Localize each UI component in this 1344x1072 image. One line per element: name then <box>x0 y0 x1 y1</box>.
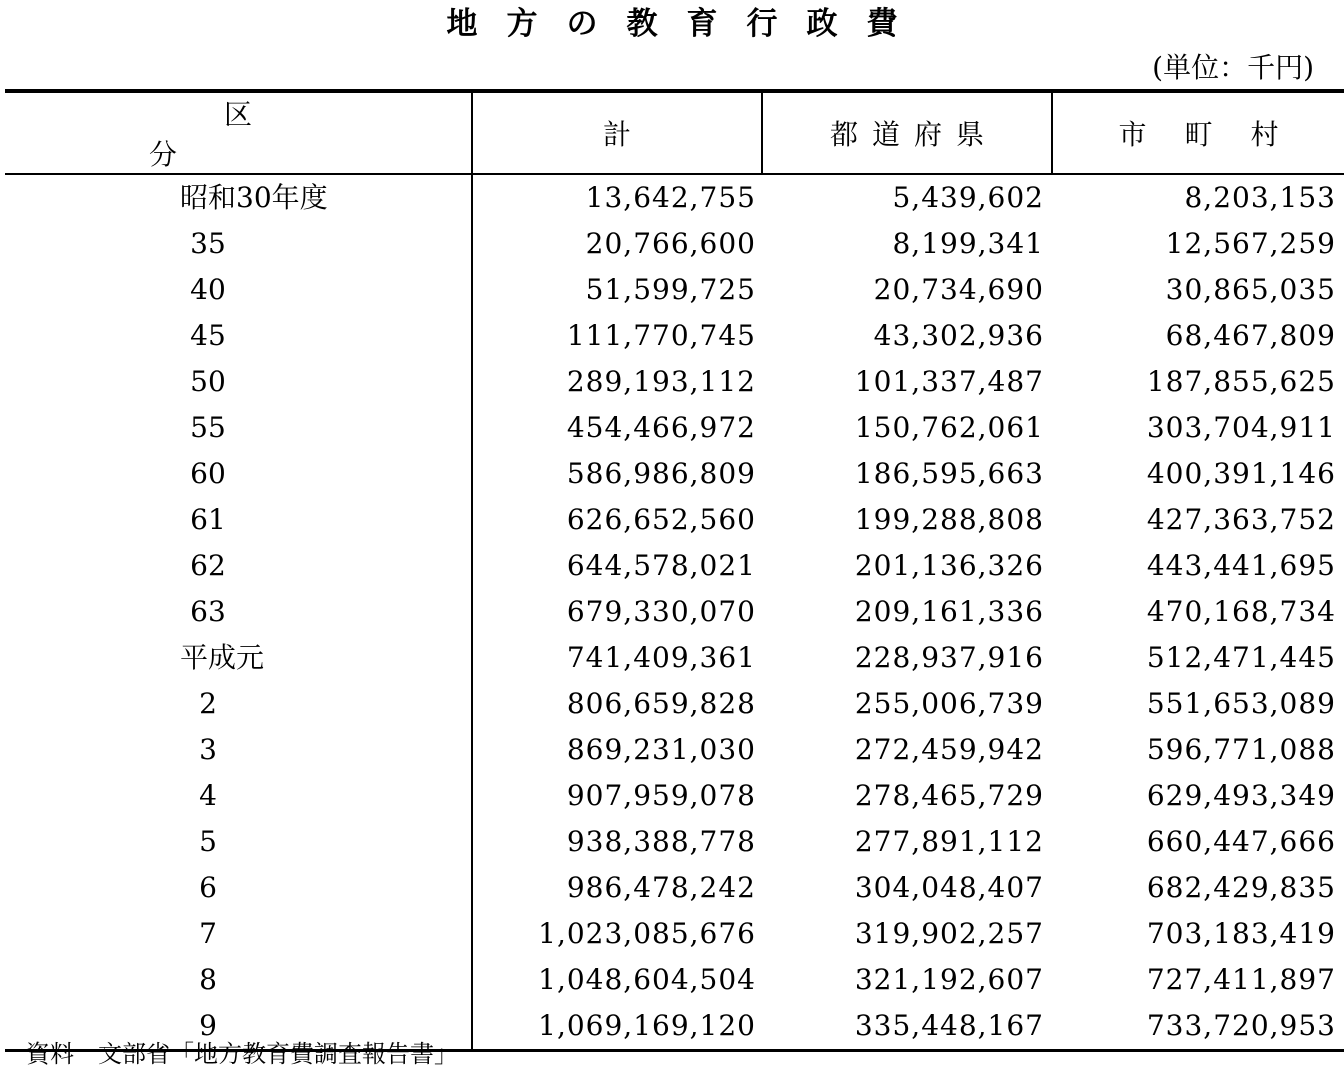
table-body <box>5 174 1344 1051</box>
row-label: 35 <box>190 227 226 260</box>
municipalities-value: 703,183,419 <box>1146 917 1336 950</box>
row-label: 平成元 <box>180 641 265 674</box>
expenditure-table <box>5 89 1344 1052</box>
total-value: 679,330,070 <box>472 589 762 635</box>
total-value: 20,766,600 <box>472 221 762 267</box>
prefectures-value: 201,136,326 <box>854 549 1044 582</box>
row-label: 5 <box>199 825 217 858</box>
row-label: 62 <box>190 549 226 582</box>
municipalities-value: 727,411,897 <box>1146 963 1336 996</box>
header-prefectures: 都道府県 <box>762 91 1052 174</box>
table-row <box>5 174 1344 221</box>
row-label: 40 <box>190 273 226 306</box>
page-title: 地方の教育行政費 <box>446 6 927 42</box>
table-header-row <box>5 91 1344 174</box>
header-category: 区分 <box>5 91 472 174</box>
table-row <box>5 589 1344 635</box>
prefectures-value: 335,448,167 <box>762 1003 1052 1051</box>
municipalities-value: 8,203,153 <box>1184 181 1336 214</box>
row-label: 4 <box>199 779 217 812</box>
municipalities-value: 470,168,734 <box>1146 595 1336 628</box>
total-value: 13,642,755 <box>472 174 762 221</box>
row-label: 8 <box>199 963 217 996</box>
prefectures-value: 150,762,061 <box>854 411 1044 444</box>
prefectures-value: 255,006,739 <box>854 687 1044 720</box>
total-value: 869,231,030 <box>472 727 762 773</box>
table-row <box>5 635 1344 681</box>
table-row <box>5 359 1344 405</box>
row-label: 60 <box>190 457 226 490</box>
prefectures-value: 272,459,942 <box>854 733 1044 766</box>
prefectures-value: 43,302,936 <box>873 319 1044 352</box>
municipalities-value: 596,771,088 <box>1146 733 1336 766</box>
row-label: 7 <box>199 917 217 950</box>
total-value: 741,409,361 <box>472 635 762 681</box>
row-label: 61 <box>190 503 226 536</box>
municipalities-value: 512,471,445 <box>1146 641 1336 674</box>
table-row <box>5 267 1344 313</box>
total-value: 289,193,112 <box>472 359 762 405</box>
prefectures-value: 8,199,341 <box>892 227 1044 260</box>
table-row <box>5 313 1344 359</box>
prefectures-value: 228,937,916 <box>854 641 1044 674</box>
prefectures-value: 304,048,407 <box>854 871 1044 904</box>
municipalities-value: 551,653,089 <box>1146 687 1336 720</box>
prefectures-value: 209,161,336 <box>854 595 1044 628</box>
total-value: 806,659,828 <box>472 681 762 727</box>
row-label: 昭和30年度 <box>180 181 328 214</box>
table-row <box>5 681 1344 727</box>
municipalities-value: 30,865,035 <box>1165 273 1336 306</box>
table-row <box>5 865 1344 911</box>
total-value: 644,578,021 <box>472 543 762 589</box>
municipalities-value: 303,704,911 <box>1146 411 1336 444</box>
unit-note: (単位：千円) <box>1152 51 1314 84</box>
prefectures-value: 20,734,690 <box>873 273 1044 306</box>
municipalities-value: 400,391,146 <box>1146 457 1336 490</box>
table-row <box>5 497 1344 543</box>
total-value: 1,023,085,676 <box>472 911 762 957</box>
municipalities-value: 187,855,625 <box>1146 365 1336 398</box>
source-note: 資料 文部省「地方教育費調査報告書」 <box>26 1040 458 1068</box>
prefectures-value: 321,192,607 <box>854 963 1044 996</box>
prefectures-value: 186,595,663 <box>854 457 1044 490</box>
prefectures-value: 199,288,808 <box>854 503 1044 536</box>
municipalities-value: 12,567,259 <box>1165 227 1336 260</box>
header-municipalities: 市町村 <box>1052 91 1344 174</box>
row-label: 3 <box>199 733 217 766</box>
municipalities-value: 68,467,809 <box>1165 319 1336 352</box>
municipalities-value: 427,363,752 <box>1146 503 1336 536</box>
total-value: 626,652,560 <box>472 497 762 543</box>
table-row <box>5 819 1344 865</box>
table-row <box>5 727 1344 773</box>
total-value: 586,986,809 <box>472 451 762 497</box>
table-row <box>5 221 1344 267</box>
table-row <box>5 405 1344 451</box>
table-row <box>5 543 1344 589</box>
header-total: 計 <box>472 91 762 174</box>
row-label: 45 <box>190 319 226 352</box>
total-value: 1,048,604,504 <box>472 957 762 1003</box>
row-label: 50 <box>190 365 226 398</box>
total-value: 986,478,242 <box>472 865 762 911</box>
municipalities-value: 660,447,666 <box>1146 825 1336 858</box>
municipalities-value: 443,441,695 <box>1146 549 1336 582</box>
municipalities-value: 733,720,953 <box>1052 1003 1344 1051</box>
row-label: 63 <box>190 595 226 628</box>
prefectures-value: 5,439,602 <box>892 181 1044 214</box>
prefectures-value: 277,891,112 <box>854 825 1044 858</box>
total-value: 454,466,972 <box>472 405 762 451</box>
municipalities-value: 682,429,835 <box>1146 871 1336 904</box>
table-row <box>5 451 1344 497</box>
total-value: 111,770,745 <box>472 313 762 359</box>
total-value: 51,599,725 <box>472 267 762 313</box>
prefectures-value: 101,337,487 <box>854 365 1044 398</box>
table-row <box>5 957 1344 1003</box>
row-label: 2 <box>199 687 217 720</box>
table-row <box>5 773 1344 819</box>
municipalities-value: 629,493,349 <box>1146 779 1336 812</box>
total-value: 938,388,778 <box>472 819 762 865</box>
prefectures-value: 319,902,257 <box>854 917 1044 950</box>
table-row <box>5 911 1344 957</box>
prefectures-value: 278,465,729 <box>854 779 1044 812</box>
row-label: 6 <box>199 871 217 904</box>
total-value: 1,069,169,120 <box>472 1003 762 1051</box>
row-label: 9 <box>5 1003 472 1051</box>
row-label: 55 <box>190 411 226 444</box>
total-value: 907,959,078 <box>472 773 762 819</box>
